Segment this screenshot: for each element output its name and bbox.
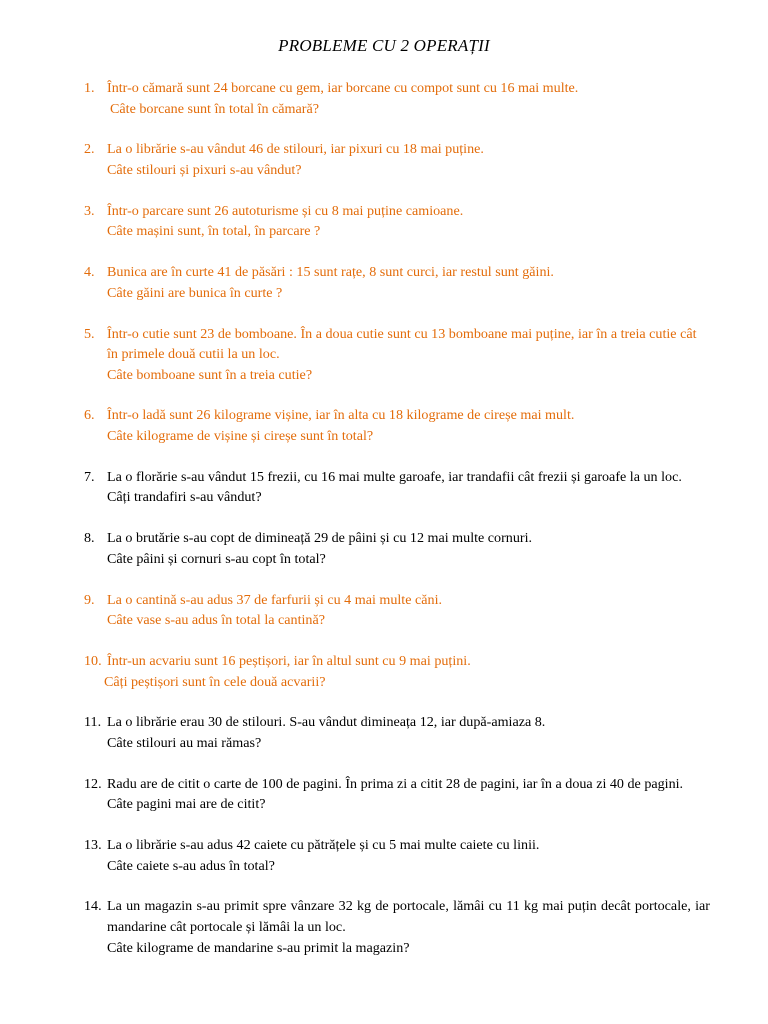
problem-item: [0, 835, 768, 876]
problem-statement: Într-o ladă sunt 26 kilograme vișine, iar în alta cu 18 kilograme de cireșe mai mult.: [107, 407, 575, 424]
problem-number: 2.: [84, 141, 95, 158]
problem-item: [0, 528, 768, 569]
problem-item: [0, 324, 768, 386]
problem-question: Câte stilouri și pixuri s-au vândut?: [107, 161, 302, 178]
problem-question: Câte mașini sunt, în total, în parcare ?: [107, 223, 321, 240]
problem-question: Câte vase s-au adus în total la cantină?: [107, 612, 325, 629]
problem-item: [0, 774, 768, 815]
problem-question: Câte caiete s-au adus în total?: [107, 857, 275, 874]
problem-item: [0, 590, 768, 631]
page-title: PROBLEME CU 2 OPERAȚII: [278, 36, 490, 55]
problem-question: Câte borcane sunt în total în cămară?: [110, 100, 319, 117]
problem-item: [0, 201, 768, 242]
problem-statement: La o librărie s-au vândut 46 de stilouri, iar pixuri cu 18 mai puține.: [107, 141, 484, 158]
problem-statement: La o librărie s-au adus 42 caiete cu pătrățele și cu 5 mai multe caiete cu linii.: [107, 837, 540, 854]
problem-number: 1.: [84, 80, 95, 96]
problem-item: [0, 139, 768, 180]
problem-question: Câți trandafiri s-au vândut?: [107, 489, 262, 506]
problem-question: Câte găini are bunica în curte ?: [107, 284, 283, 301]
problem-question: Câți peștișori sunt în cele două acvarii?: [104, 673, 326, 690]
problem-question: Câte kilograme de vișine și cireșe sunt în total?: [107, 428, 374, 445]
problem-number: 9.: [84, 591, 95, 608]
problem-number: 11.: [84, 714, 102, 731]
problem-item: [0, 651, 768, 692]
problem-number: 7.: [84, 468, 95, 485]
problem-question: Câte kilograme de mandarine s-au primit la magazin?: [107, 939, 410, 956]
problem-item: [0, 896, 768, 958]
problem-number: 3.: [84, 202, 95, 219]
problem-statement: Într-un acvariu sunt 16 peștișori, iar în altul sunt cu 9 mai puțini.: [107, 652, 471, 669]
problem-statement: La o librărie erau 30 de stilouri. S-au vândut dimineața 12, iar după-amiaza 8.: [107, 714, 546, 731]
problem-question: Câte pâini și cornuri s-au copt în total?: [107, 550, 326, 567]
problem-list: [0, 78, 768, 978]
problem-statement: La un magazin s-au primit spre vânzare 32 kg de portocale, lămâi cu 11 kg mai puțin decât portocale, iar mandarine cât portocale și lămâi la un loc.: [107, 898, 710, 936]
problem-statement: La o florărie s-au vândut 15 frezii, cu 16 mai multe garoafe, iar trandafii cât frezii și garoafe la un loc.: [107, 468, 682, 485]
problem-item: [0, 467, 768, 508]
problem-number: 6.: [84, 407, 95, 424]
problem-number: 10.: [84, 652, 102, 669]
problem-statement: Într-o cutie sunt 23 de bomboane. În a doua cutie sunt cu 13 bomboane mai puține, iar în a treia cutie cât în primele două cutii la un loc.: [107, 325, 697, 363]
problem-statement: Radu are de citit o carte de 100 de pagini. În prima zi a citit 28 de pagini, iar în a doua zi 40 de pagini.: [107, 775, 684, 792]
problem-statement: Bunica are în curte 41 de păsări : 15 sunt rațe, 8 sunt curci, iar restul sunt găini.: [107, 264, 554, 281]
problem-statement: Într-o parcare sunt 26 autoturisme și cu 8 mai puține camioane.: [107, 202, 464, 219]
problem-question: Câte pagini mai are de citit?: [107, 796, 266, 813]
problem-question: Câte bomboane sunt în a treia cutie?: [107, 366, 313, 383]
problem-item: [0, 262, 768, 303]
problem-number: 4.: [84, 264, 95, 281]
problem-number: 5.: [84, 325, 95, 342]
problem-statement: Într-o cămară sunt 24 borcane cu gem, iar borcane cu compot sunt cu 16 mai multe.: [107, 80, 579, 96]
problem-number: 13.: [84, 837, 102, 854]
problem-item: [0, 78, 768, 119]
problem-item: [0, 405, 768, 446]
problem-number: 14.: [84, 898, 102, 915]
problem-number: 12.: [84, 775, 102, 792]
problem-question: Câte stilouri au mai rămas?: [107, 734, 262, 751]
problem-statement: La o brutărie s-au copt de dimineață 29 de pâini și cu 12 mai multe cornuri.: [107, 530, 533, 547]
problem-number: 8.: [84, 530, 95, 547]
problem-item: [0, 712, 768, 753]
problem-statement: La o cantină s-au adus 37 de farfurii și cu 4 mai multe căni.: [107, 591, 443, 608]
